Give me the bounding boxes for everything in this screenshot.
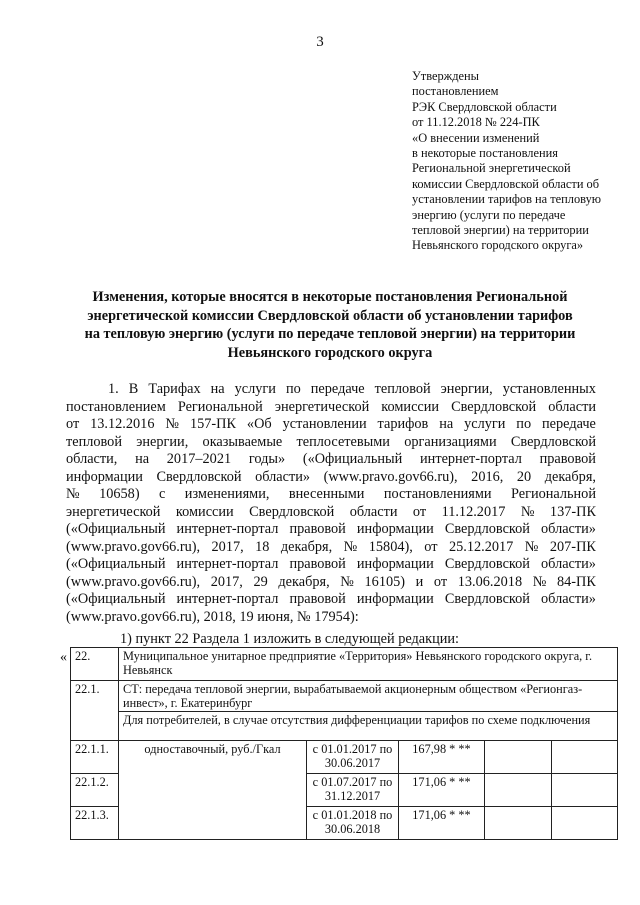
- approval-line: от 11.12.2018 № 224-ПК: [412, 115, 540, 130]
- paragraph-word: Региональной: [177, 398, 263, 415]
- paragraph-word: от: [433, 573, 448, 590]
- paragraph-word: (www.pravo.gov66.ru),: [66, 608, 204, 625]
- paragraph-word: области»: [255, 468, 311, 485]
- paragraph-word: Свердловской: [444, 556, 530, 572]
- approval-line: постановлением: [412, 84, 499, 99]
- approval-block: [412, 69, 612, 254]
- paragraph-line: [66, 451, 596, 469]
- paragraph-word: информации: [356, 591, 434, 607]
- empty-cell: [551, 807, 618, 840]
- paragraph-line: [66, 556, 596, 574]
- paragraph-word: 11.12.2017: [441, 503, 506, 520]
- sub-item: 1) пункт 22 Раздела 1 изложить в следующей редакции:: [120, 631, 460, 647]
- paragraph-word: 2017,: [211, 538, 244, 555]
- paragraph-line: [66, 591, 596, 609]
- consumers-cell: Для потребителей, в случае отсутствия дифференциации тарифов по схеме подключения: [119, 712, 618, 741]
- paragraph-word: правовой: [289, 556, 346, 572]
- paragraph-word: от: [424, 538, 438, 555]
- paragraph-word: услуги: [464, 416, 506, 432]
- paragraph-word: 2018,: [203, 608, 240, 625]
- approval-line: тепловой энергии) на территории: [412, 223, 589, 238]
- paragraph-word: («Официальный: [302, 451, 403, 467]
- paragraph-word: (www.pravo.gov66.ru),: [66, 538, 201, 555]
- empty-cell: [551, 774, 618, 807]
- row-number: 22.1.2.: [71, 774, 119, 807]
- paragraph-word: №: [340, 573, 354, 590]
- paragraph-word: 17954):: [314, 608, 359, 625]
- paragraph-line: [66, 504, 596, 522]
- paragraph-word: по: [285, 381, 301, 397]
- paragraph-word: организациями: [404, 433, 497, 450]
- approval-line: «О внесении изменений: [412, 130, 540, 145]
- paragraph-word: области»: [541, 591, 596, 607]
- row-number: 22.1.3.: [71, 807, 119, 840]
- paragraph-word: информации: [356, 556, 434, 572]
- paragraph-word: тарифов: [377, 416, 429, 432]
- paragraph-word: годы»: [248, 451, 286, 467]
- table-row: [71, 741, 618, 774]
- paragraph-word: тепловой: [374, 381, 431, 397]
- paragraph-word: комиссии: [381, 398, 440, 415]
- paragraph-line: [66, 381, 596, 399]
- row-number: 22.1.1.: [71, 741, 119, 774]
- paragraph-word: №: [165, 416, 180, 432]
- period-cell: с 01.01.2017 по 30.06.2017: [307, 741, 399, 774]
- paragraph-word: теплосетевыми: [296, 433, 390, 450]
- paragraph-word: энергетической: [274, 398, 370, 415]
- paragraph-word: №: [66, 486, 80, 502]
- paragraph-word: 25.12.2017: [448, 538, 514, 555]
- paragraph-word: интернет-портал: [176, 591, 279, 607]
- paragraph-word: Свердловской: [444, 521, 530, 537]
- heading-line: Изменения, которые вносятся в некоторые постановления Региональной: [92, 289, 568, 305]
- empty-cell: [485, 774, 552, 807]
- paragraph-line: [66, 434, 596, 452]
- approval-line: в некоторые постановления: [412, 146, 558, 161]
- paragraph-word: 207-ПК: [549, 538, 596, 555]
- heading-line: Невьянского городского округа: [227, 344, 433, 361]
- paragraph-word: интернет-портал: [176, 556, 279, 572]
- page-number: 3: [316, 34, 324, 50]
- paragraph-word: передаче: [310, 381, 365, 397]
- paragraph-word: правовой: [539, 451, 596, 467]
- paragraph-word: 19: [239, 608, 258, 625]
- paragraph-word: В: [128, 381, 139, 397]
- paragraph-word: от: [412, 503, 427, 520]
- paragraph-word: 2017,: [210, 573, 243, 590]
- approval-line: Невьянского городского округа»: [412, 238, 584, 253]
- approval-line: Утверждены: [412, 69, 479, 83]
- document-heading: [60, 288, 600, 362]
- body-paragraph: [66, 381, 596, 626]
- table-row: [71, 681, 618, 712]
- paragraph-word: 15804),: [368, 538, 413, 555]
- paragraph-word: («Официальный: [66, 556, 166, 572]
- paragraph-word: области: [349, 503, 398, 520]
- service-cell: СТ: передача тепловой энергии, вырабатываемой акционерным обществом «Регионгаз-инвест», г. Екатеринбург: [119, 681, 618, 712]
- paragraph-word: Свердловской: [249, 503, 335, 520]
- paragraph-word: правовой: [289, 521, 346, 537]
- paragraph-word: информации: [66, 468, 143, 485]
- paragraph-word: и: [415, 573, 424, 590]
- paragraph-word: декабря,: [280, 538, 333, 555]
- paragraph-line: [66, 574, 596, 592]
- paragraph-line: [66, 416, 596, 434]
- paragraph-word: Свердловской: [444, 591, 530, 607]
- paragraph-word: правовой: [289, 591, 346, 607]
- approval-line: энергию (услуги по передаче: [412, 207, 566, 222]
- unit-cell: одноставочный, руб./Гкал: [119, 741, 307, 840]
- paragraph-word: тепловой: [66, 433, 122, 450]
- paragraph-word: 18: [255, 538, 270, 555]
- paragraph-word: Свердловской: [451, 398, 537, 415]
- value-cell: 167,98 * **: [399, 741, 485, 774]
- paragraph-word: установлении: [282, 416, 367, 432]
- paragraph-word: №: [524, 538, 539, 555]
- organization-cell: Муниципальное унитарное предприятие «Территория» Невьянского городского округа, г. Невьянск: [119, 648, 618, 681]
- heading-line: на тепловую энергию (услуги по передаче тепловой энергии) на территории: [84, 326, 576, 342]
- paragraph-word: 84-ПК: [556, 573, 596, 590]
- paragraph-word: внесенными: [288, 486, 365, 502]
- paragraph-word: Свердловской: [510, 433, 596, 450]
- empty-cell: [485, 741, 552, 774]
- period-cell: с 01.01.2018 по 30.06.2018: [307, 807, 399, 840]
- paragraph-word: передаче: [542, 416, 596, 432]
- paragraph-word: 157-ПК: [189, 416, 237, 432]
- paragraph-word: («Официальный: [66, 591, 166, 607]
- paragraph-word: с: [159, 486, 166, 502]
- paragraph-word: 16105): [364, 573, 406, 590]
- paragraph-word: Региональной: [510, 486, 596, 502]
- paragraph-word: энергии,: [440, 381, 493, 397]
- paragraph-word: №: [532, 573, 547, 590]
- paragraph-word: на: [135, 451, 150, 467]
- approval-line: Региональной энергетической: [412, 161, 571, 176]
- paragraph-word: области»: [541, 556, 596, 572]
- paragraph-word: интернет-портал: [420, 451, 522, 467]
- paragraph-word: 2016,: [471, 468, 504, 485]
- paragraph-word: декабря,: [278, 573, 330, 590]
- paragraph-line: [66, 469, 596, 487]
- paragraph-word: постановлением: [66, 398, 166, 415]
- paragraph-word: постановлениями: [383, 486, 492, 502]
- paragraph-word: («Официальный: [66, 521, 166, 537]
- paragraph-word: оказываемые: [202, 433, 283, 450]
- row-number: 22.1.: [71, 681, 119, 741]
- empty-cell: [485, 807, 552, 840]
- row-number: 22.: [71, 648, 119, 681]
- paragraph-word: услуги: [234, 381, 276, 397]
- paragraph-word: установленных: [502, 381, 596, 397]
- paragraph-word: №: [297, 608, 315, 625]
- tariff-table: [70, 647, 618, 840]
- paragraph-line: [66, 609, 596, 627]
- paragraph-line: [66, 539, 596, 557]
- paragraph-word: 2017–2021: [166, 451, 232, 467]
- paragraph-word: области»: [541, 521, 596, 537]
- paragraph-word: информации: [356, 521, 434, 537]
- paragraph-word: 10658): [99, 486, 140, 502]
- paragraph-word: 20: [516, 468, 532, 485]
- value-cell: 171,06 * **: [399, 807, 485, 840]
- paragraph-word: от: [66, 416, 80, 432]
- period-cell: с 01.07.2017 по 31.12.2017: [307, 774, 399, 807]
- paragraph-line: [66, 399, 596, 417]
- paragraph-word: изменениями,: [184, 486, 270, 502]
- paragraph-word: на: [439, 416, 454, 432]
- paragraph-line: [66, 521, 596, 539]
- paragraph-word: на: [210, 381, 225, 397]
- paragraph-word: энергетической: [66, 503, 161, 520]
- empty-cell: [551, 741, 618, 774]
- paragraph-word: Свердловской: [156, 468, 242, 485]
- value-cell: 171,06 * **: [399, 774, 485, 807]
- paragraph-word: (www.pravo.gov66.ru),: [323, 468, 458, 485]
- heading-line: энергетической комиссии Свердловской области об установлении тарифов: [87, 307, 573, 324]
- paragraph-word: июня,: [257, 608, 297, 625]
- paragraph-word: №: [343, 538, 358, 555]
- paragraph-word: 13.12.2016: [90, 416, 155, 432]
- paragraph-word: области: [548, 398, 596, 415]
- table-row: [71, 648, 618, 681]
- paragraph-word: декабря,: [544, 468, 596, 485]
- paragraph-word: «Об: [246, 416, 272, 432]
- paragraph-word: 29: [253, 573, 268, 590]
- opening-quote: «: [60, 650, 67, 665]
- paragraph-word: по: [516, 416, 532, 432]
- paragraph-word: 13.06.2018: [457, 573, 523, 590]
- approval-line: РЭК Свердловской области: [412, 99, 557, 114]
- paragraph-word: энергии,: [136, 433, 189, 450]
- paragraph-word: Тарифах: [148, 381, 201, 397]
- paragraph-word: 137-ПК: [549, 503, 596, 520]
- approval-line: установлении тарифов на тепловую: [412, 192, 602, 207]
- paragraph-word: №: [520, 503, 535, 520]
- paragraph-word: комиссии: [175, 503, 234, 520]
- approval-line: комиссии Свердловской области об: [412, 176, 600, 191]
- paragraph-word: области,: [66, 451, 118, 467]
- table-row: [71, 712, 618, 741]
- paragraph-word: интернет-портал: [176, 521, 279, 537]
- paragraph-line: [66, 486, 596, 504]
- paragraph-word: 1.: [108, 381, 119, 397]
- paragraph-word: (www.pravo.gov66.ru),: [66, 573, 201, 590]
